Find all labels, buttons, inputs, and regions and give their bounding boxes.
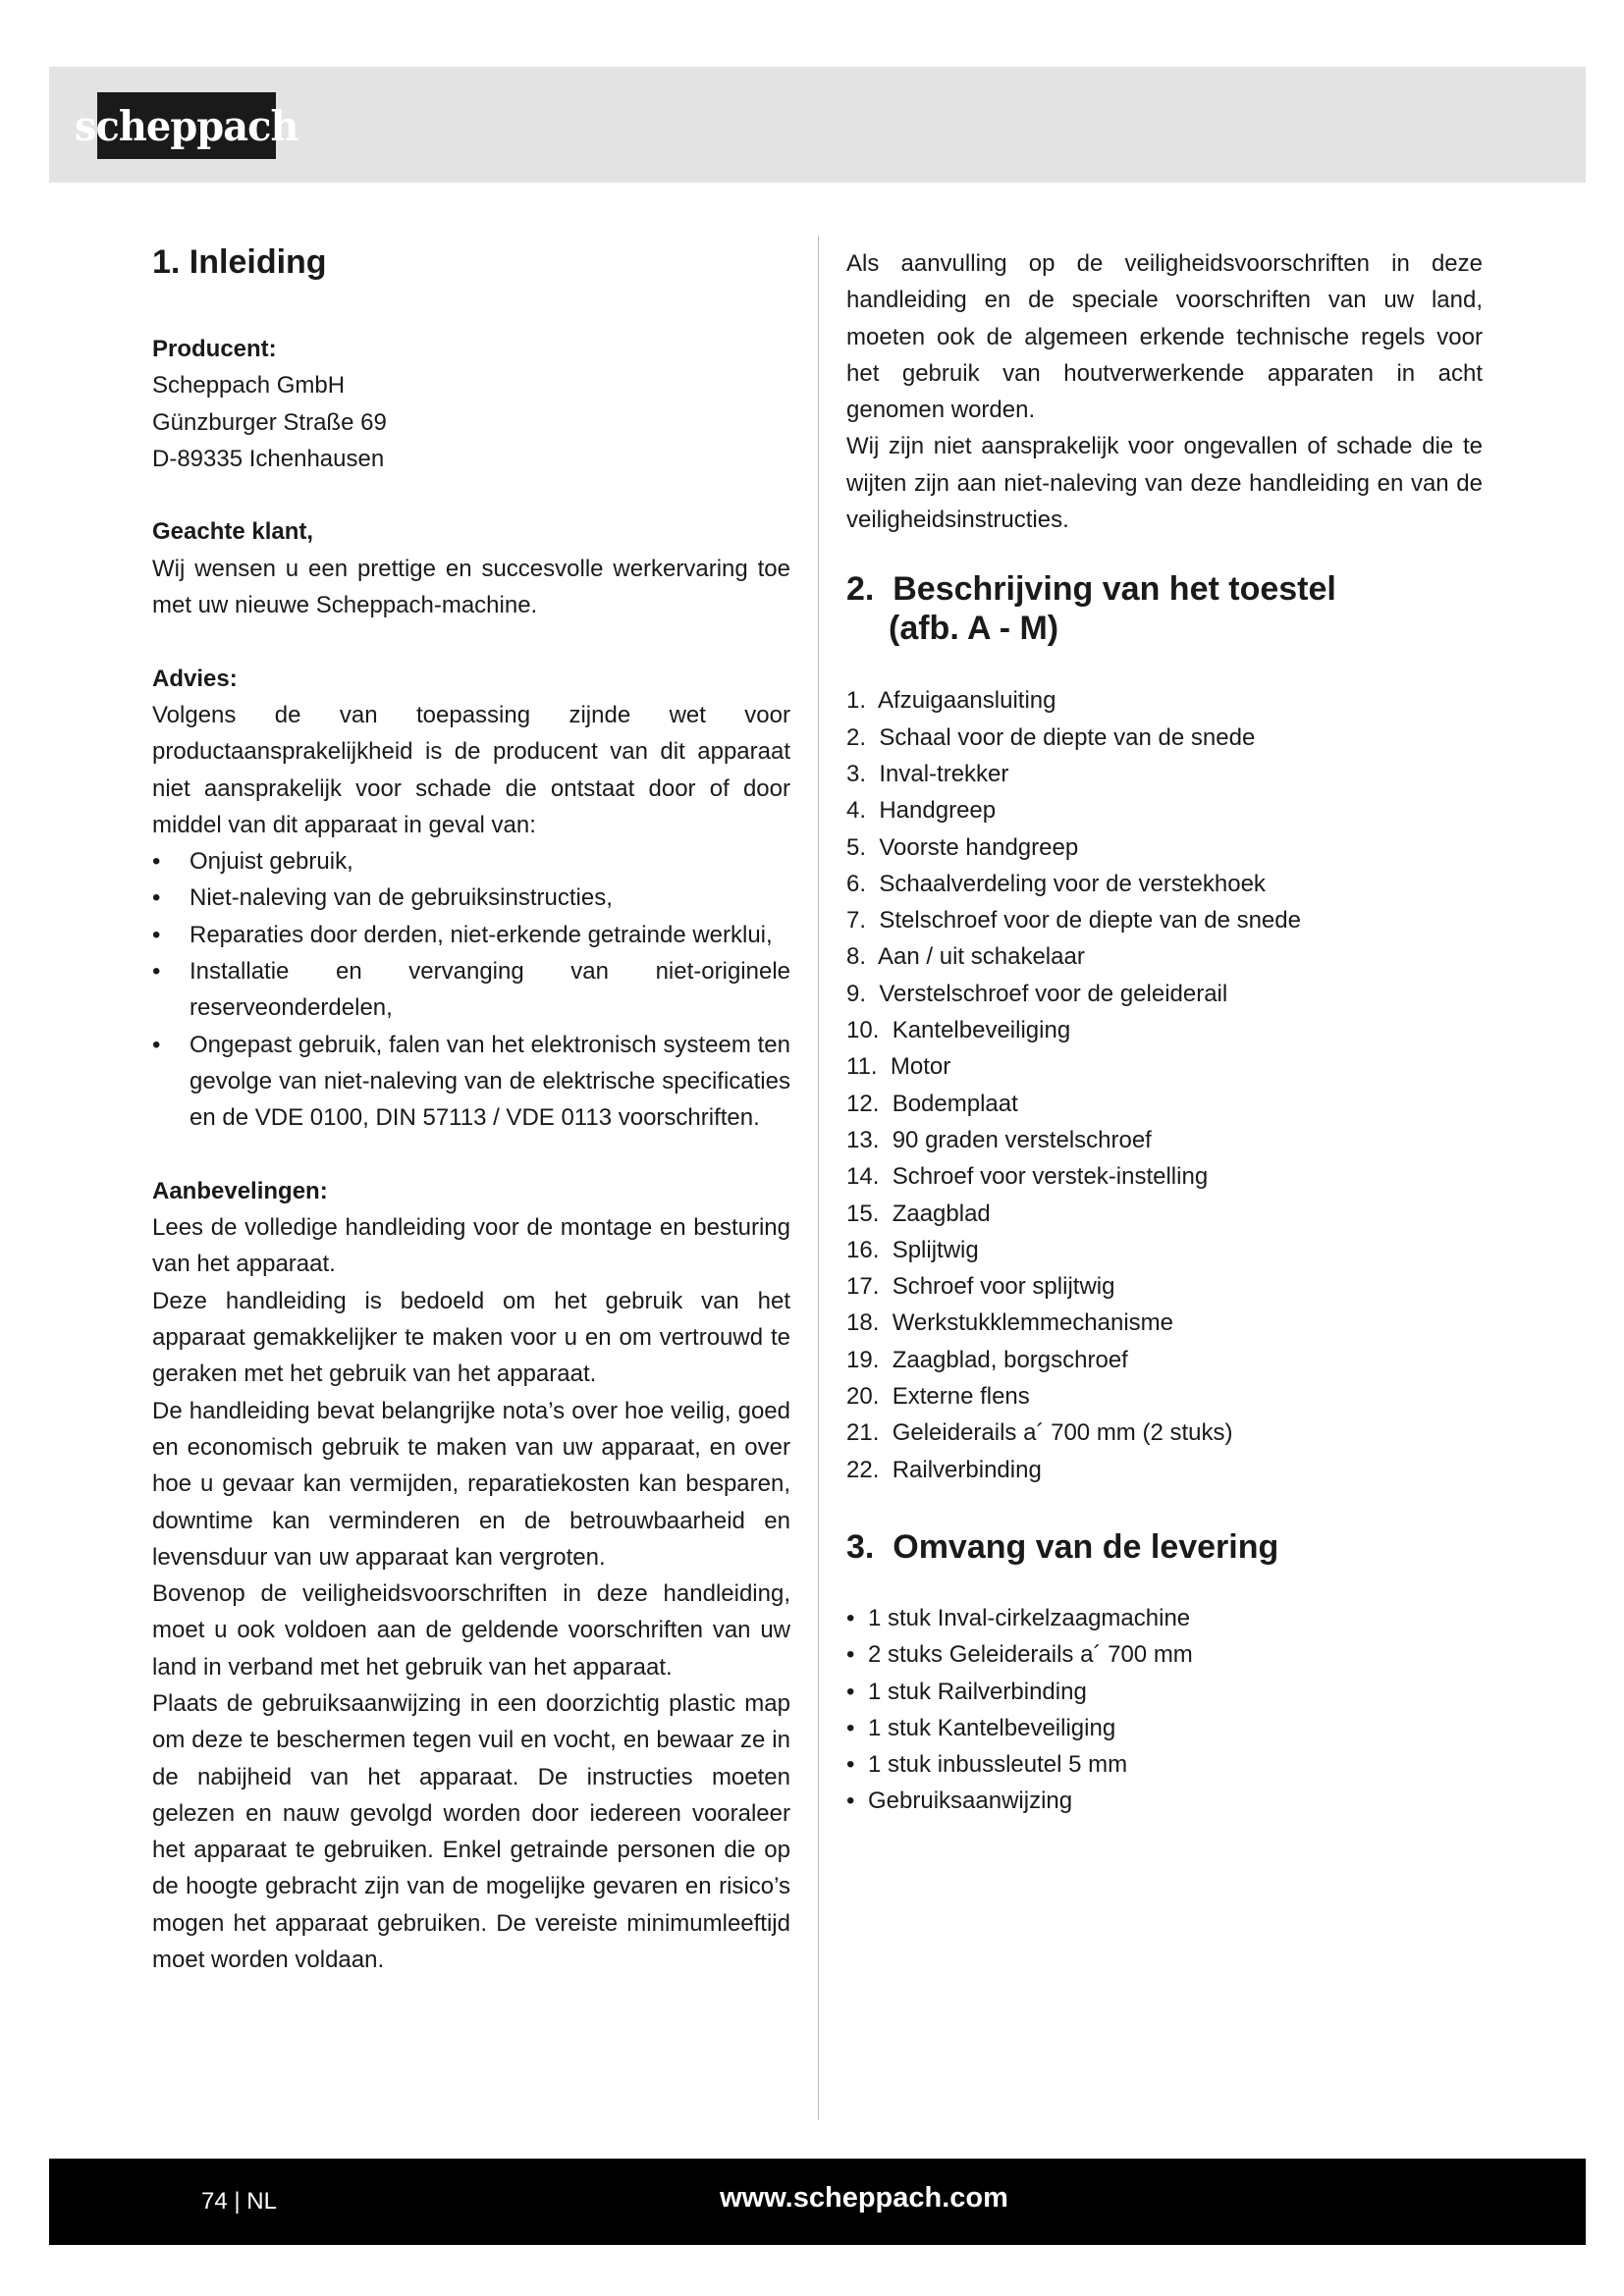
list-item: 15. Zaagblad (846, 1200, 991, 1227)
bullet-marker: • (152, 848, 161, 876)
brand-logo (75, 92, 298, 159)
producer-label: Producent: (152, 336, 277, 362)
list-item: 4. Handgreep (846, 797, 997, 825)
list-item-text: 1 stuk inbussleutel 5 mm (868, 1751, 1128, 1779)
bullet-marker: • (846, 1641, 855, 1669)
bullet-marker: • (152, 921, 161, 948)
list-item (846, 1674, 1483, 1710)
right-column (846, 236, 1483, 1820)
list-item: 11. Motor (846, 1053, 951, 1081)
list-item (152, 843, 790, 880)
bullet-marker: • (846, 1604, 855, 1631)
advice-text: Volgens de van toepassing zijnde wet voor productaansprakelijkheid is de producent van dit apparaat niet aansprakelijk voor schade die ontstaat door of door middel van dit apparaat in geval van: (152, 701, 790, 838)
list-item-text: 1 stuk Kantelbeveiliging (868, 1714, 1116, 1741)
recommendations-label: Aanbevelingen: (152, 1177, 328, 1204)
list-item: 12. Bodemplaat (846, 1090, 1018, 1117)
list-item (152, 917, 790, 953)
recommendation-paragraph: Deze handleiding is bedoeld om het gebruik van het apparaat gemakkelijker te maken voor u en om vertrouwd te geraken met het gebruik van het apparaat. (152, 1287, 790, 1388)
bullet-marker: • (152, 1031, 161, 1058)
greeting-label: Geachte klant, (152, 518, 314, 546)
logo-text: scheppach (75, 101, 298, 150)
list-item: 22. Railverbinding (846, 1456, 1042, 1483)
website-link[interactable]: www.scheppach.com (720, 2182, 1008, 2214)
list-item: 7. Stelschroef voor de diepte van de snede (846, 907, 1301, 934)
producer-line: Scheppach GmbH (152, 372, 346, 400)
list-item-text: 1 stuk Railverbinding (868, 1678, 1087, 1705)
bullet-marker: • (152, 884, 161, 912)
list-item: 1. Afzuigaansluiting (846, 687, 1056, 715)
recommendation-paragraph: Plaats de gebruiksaanwijzing in een doorzichtig plastic map om deze te beschermen tegen vuil en vocht, en bewaar ze in de nabijheid van het apparaat. De instructies moeten gelezen en nauw gevolgd worden door iedereen vooraleer het apparaat te gebruiken. Enkel getrainde personen die op de hoogte gebracht zijn van de mogelijke gevaren en risico’s mogen het apparaat gebruiken. De vereiste minimumleeftijd moet worden voldaan. (152, 1689, 790, 1974)
recommendation-paragraph: Bovenop de veiligheidsvoorschriften in deze handleiding, moet u ook voldoen aan de geldende voorschriften van uw land in verband met het gebruik van het apparaat. (152, 1580, 790, 1681)
greeting-text: Wij wensen u een prettige en succesvolle werkervaring toe met uw nieuwe Scheppach-machine. (152, 555, 790, 619)
list-item: 8. Aan / uit schakelaar (846, 943, 1085, 971)
advice-bullet-list (152, 843, 790, 1136)
list-item (846, 1746, 1483, 1783)
section-2-subtitle: (afb. A - M) (889, 610, 1059, 648)
parts-list (846, 682, 1483, 1488)
list-item (846, 1600, 1483, 1636)
bullet-marker: • (152, 958, 161, 986)
list-item: 3. Inval-trekker (846, 760, 1009, 787)
column-divider (818, 236, 819, 2120)
list-item: 6. Schaalverdeling voor de verstekhoek (846, 870, 1266, 897)
list-item (152, 953, 790, 1027)
section-1-title: 1. Inleiding (152, 243, 327, 281)
bullet-marker: • (846, 1714, 855, 1741)
list-item-text: Gebruiksaanwijzing (868, 1788, 1073, 1815)
recommendation-paragraph: Lees de volledige handleiding voor de montage en besturing van het apparaat. (152, 1214, 790, 1278)
list-item-text: 2 stuks Geleiderails a´ 700 mm (868, 1641, 1193, 1669)
intro-paragraph: Wij zijn niet aansprakelijk voor ongevallen of schade die te wijten zijn aan niet-naleving van deze handleiding en van de veiligheidsinstructies. (846, 433, 1483, 534)
list-item (152, 1027, 790, 1137)
list-item: 10. Kantelbeveiliging (846, 1017, 1071, 1044)
list-item (152, 880, 790, 916)
bullet-marker: • (846, 1751, 855, 1779)
list-item: 20. Externe flens (846, 1383, 1030, 1411)
delivery-list (846, 1600, 1483, 1820)
page-number: 74 | NL (201, 2188, 277, 2215)
list-item: 18. Werkstukklemmechanisme (846, 1309, 1173, 1337)
recommendation-paragraph: De handleiding bevat belangrijke nota’s over hoe veilig, goed en economisch gebruik te maken van uw apparaat, en over hoe u gevaar kan vermijden, reparatiekosten kan besparen, downtime kan verminderen en de betrouwbaarheid en levensduur van uw apparaat kan vergroten. (152, 1397, 790, 1571)
list-item-text: Niet-naleving van de gebruiksinstructies, (189, 884, 613, 912)
bullet-marker: • (846, 1678, 855, 1705)
list-item-text: 1 stuk Inval-cirkelzaagmachine (868, 1604, 1191, 1631)
list-item: 16. Splijtwig (846, 1236, 979, 1263)
footer-bar (49, 2159, 1586, 2245)
list-item (846, 1783, 1483, 1819)
list-item-text: Onjuist gebruik, (189, 848, 353, 876)
producer-line: Günzburger Straße 69 (152, 408, 387, 436)
list-item: 5. Voorste handgreep (846, 833, 1079, 861)
list-item: 14. Schroef voor verstek-instelling (846, 1163, 1209, 1191)
list-item-text: Installatie en vervanging van niet-originele reserveonderdelen, (189, 958, 790, 1022)
list-item: 2. Schaal voor de diepte van de snede (846, 723, 1256, 751)
list-item: 19. Zaagblad, borgschroef (846, 1346, 1128, 1373)
list-item: 21. Geleiderails a´ 700 mm (2 stuks) (846, 1419, 1233, 1447)
bullet-marker: • (846, 1788, 855, 1815)
intro-paragraph: Als aanvulling op de veiligheidsvoorschriften in deze handleiding en de speciale voorschriften van uw land, moeten ook de algemeen erkende technische regels voor het gebruik van houtverwerkende apparaten in acht genomen worden. (846, 250, 1483, 424)
list-item (846, 1710, 1483, 1746)
list-item: 9. Verstelschroef voor de geleiderail (846, 980, 1228, 1007)
list-item-text: Ongepast gebruik, falen van het elektronisch systeem ten gevolge van niet-naleving van de elektrische specificaties en de VDE 0100, DIN 57113 / VDE 0113 voorschriften. (189, 1031, 790, 1132)
left-column (152, 236, 790, 1978)
section-3-title: 3. Omvang van de levering (846, 1527, 1279, 1566)
section-2-title: 2. Beschrijving van het toestel (846, 570, 1336, 609)
list-item: 17. Schroef voor splijtwig (846, 1273, 1115, 1301)
producer-line: D-89335 Ichenhausen (152, 445, 385, 472)
list-item-text: Reparaties door derden, niet-erkende getrainde werklui, (189, 921, 773, 948)
list-item (846, 1636, 1483, 1673)
advice-label: Advies: (152, 665, 238, 692)
list-item: 13. 90 graden verstelschroef (846, 1126, 1152, 1153)
